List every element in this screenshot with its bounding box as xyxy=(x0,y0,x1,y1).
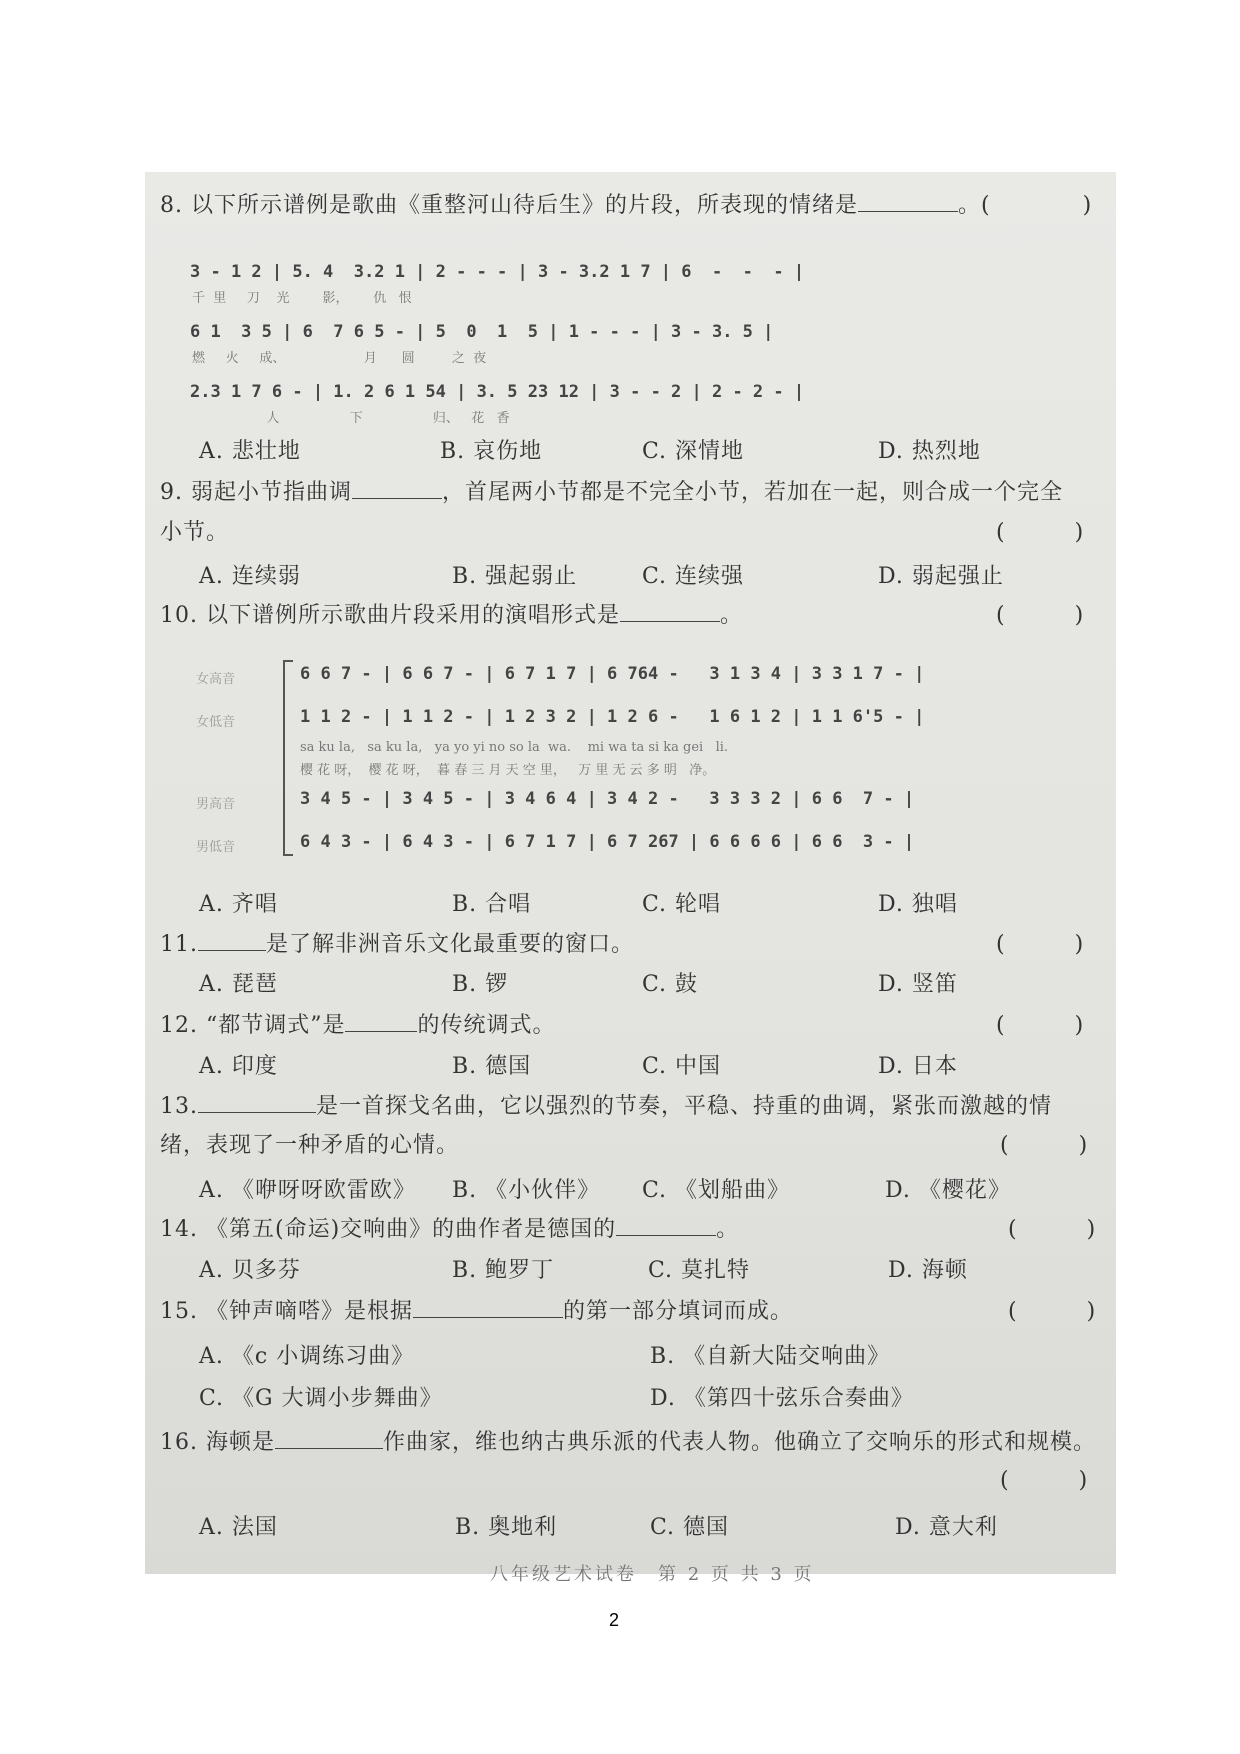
answer-blank xyxy=(198,1094,316,1113)
option-b: B. 合唱 xyxy=(452,892,532,917)
option-a: A. 齐唱 xyxy=(199,892,278,917)
option-a: A. 悲壮地 xyxy=(199,439,301,464)
answer-paren: ( ) xyxy=(996,932,1085,957)
part-notes: 3 4 5 - | 3 4 5 - | 3 4 6 4 | 3 4 2 - 3 3 3 2 | 6 6 7 - | xyxy=(300,789,915,809)
option-c: C. 深情地 xyxy=(642,439,745,464)
question-15 xyxy=(160,1294,793,1325)
answer-paren: ( ) xyxy=(1000,1468,1089,1493)
question-text: 。 xyxy=(716,1217,740,1242)
score-row: 2.3 1 7 6 - | 1. 2 6 1 54 | 3. 5 23 12 | 3 - - 2 | 2 - 2 - | xyxy=(190,382,805,402)
question-text: 是一首探戈名曲，它以强烈的节奏，平稳、持重的曲调，紧张而激越的情 xyxy=(316,1094,1053,1119)
answer-blank xyxy=(858,193,958,212)
score-lyrics: 燃 火 成、 月 圆 之 夜 xyxy=(192,351,487,366)
option-b: B. 锣 xyxy=(452,972,509,997)
question-number: 13. xyxy=(160,1094,198,1119)
option-b: B. 《小伙伴》 xyxy=(452,1178,601,1203)
question-text: 的传统调式。 xyxy=(417,1013,556,1038)
option-a: A. 贝多芬 xyxy=(199,1258,301,1283)
question-11 xyxy=(160,927,634,958)
option-b: B. 奥地利 xyxy=(455,1515,558,1540)
option-a: A. 印度 xyxy=(199,1054,278,1079)
question-12 xyxy=(160,1008,556,1039)
option-b: B. 鲍罗丁 xyxy=(452,1258,555,1283)
option-a: A. 法国 xyxy=(199,1515,278,1540)
option-b: B. 强起弱止 xyxy=(452,564,578,589)
option-a: A. 连续弱 xyxy=(199,564,301,589)
question-text: 12. “都节调式”是 xyxy=(160,1013,346,1038)
part-notes: 6 6 7 - | 6 6 7 - | 6 7 1 7 | 6 764 - 3 1 3 4 | 3 3 1 7 - | xyxy=(300,664,925,684)
option-a: A. 《咿呀呀欧雷欧》 xyxy=(199,1178,416,1203)
option-c: C. 《划船曲》 xyxy=(642,1178,791,1203)
question-text: 的第一部分填词而成。 xyxy=(562,1299,793,1324)
question-13-line2: 绪，表现了一种矛盾的心情。 xyxy=(160,1133,460,1158)
option-c: C. 鼓 xyxy=(642,972,699,997)
option-b: B. 《自新大陆交响曲》 xyxy=(650,1344,891,1369)
choir-bracket xyxy=(283,660,293,856)
option-d: D. 竖笛 xyxy=(878,972,958,997)
option-c: C. 德国 xyxy=(650,1515,730,1540)
question-text: 8. 以下所示谱例是歌曲《重整河山待后生》的片段，所表现的情绪是 xyxy=(160,193,858,218)
question-9 xyxy=(160,475,1063,506)
question-text: 10. 以下谱例所示歌曲片段采用的演唱形式是 xyxy=(160,603,620,628)
question-16 xyxy=(160,1425,1096,1456)
option-c: C. 轮唱 xyxy=(642,892,722,917)
question-text: ，首尾两小节都是不完全小节，若加在一起，则合成一个完全 xyxy=(441,480,1063,505)
answer-paren: ( ) xyxy=(996,520,1085,545)
option-b: B. 德国 xyxy=(452,1054,532,1079)
option-b: B. 哀伤地 xyxy=(440,439,543,464)
option-d: D. 海顿 xyxy=(888,1258,968,1283)
answer-paren: ( ) xyxy=(1008,1299,1097,1324)
question-number: 11. xyxy=(160,932,198,957)
question-text: 9. 弱起小节指曲调 xyxy=(160,480,352,505)
question-8 xyxy=(160,188,1092,219)
page-number: 2 xyxy=(609,1610,620,1630)
question-14 xyxy=(160,1212,739,1243)
part-notes: 1 1 2 - | 1 1 2 - | 1 2 3 2 | 1 2 6 - 1 6 1 2 | 1 1 6'5 - | xyxy=(300,707,925,727)
answer-blank xyxy=(620,603,720,622)
answer-paren: ( ) xyxy=(1008,1217,1097,1242)
part-notes: 6 4 3 - | 6 4 3 - | 6 7 1 7 | 6 7 267 | 6 6 6 6 | 6 6 3 - | xyxy=(300,832,915,852)
answer-paren: ( ) xyxy=(996,1013,1085,1038)
option-d: D. 弱起强止 xyxy=(878,564,1004,589)
answer-blank xyxy=(616,1217,716,1236)
option-d: D. 《第四十弦乐合奏曲》 xyxy=(650,1386,914,1411)
option-a: A. 琵琶 xyxy=(199,972,278,997)
score-lyrics: 人 下 归、 花 香 xyxy=(192,411,510,426)
answer-paren: ( ) xyxy=(1000,1133,1089,1158)
question-text: 作曲家，维也纳古典乐派的代表人物。他确立了交响乐的形式和规模。 xyxy=(382,1430,1096,1455)
option-d: D. 热烈地 xyxy=(878,439,981,464)
exam-footer: 八年级艺术试卷 第 2 页 共 3 页 xyxy=(490,1564,815,1585)
option-c: C. 《G 大调小步舞曲》 xyxy=(199,1386,443,1411)
option-c: C. 中国 xyxy=(642,1054,722,1079)
option-a: A. 《c 小调练习曲》 xyxy=(199,1344,415,1369)
answer-paren: 。( ) xyxy=(958,193,1093,218)
question-text: 16. 海顿是 xyxy=(160,1430,275,1455)
question-text: 14. 《第五(命运)交响曲》的曲作者是德国的 xyxy=(160,1217,617,1242)
answer-blank xyxy=(413,1299,563,1318)
option-c: C. 莫扎特 xyxy=(648,1258,751,1283)
question-10 xyxy=(160,598,743,629)
option-d: D. 独唱 xyxy=(878,892,958,917)
option-d: D. 《樱花》 xyxy=(885,1178,1011,1203)
question-text: 是了解非洲音乐文化最重要的窗口。 xyxy=(266,932,635,957)
score-row: 6 1 3 5 | 6 7 6 5 - | 5 0 1 5 | 1 - - - | 3 - 3. 5 | xyxy=(190,322,774,342)
part-label: 男高音 xyxy=(196,797,236,812)
answer-blank xyxy=(198,932,266,951)
part-label: 女低音 xyxy=(196,715,236,730)
option-c: C. 连续强 xyxy=(642,564,745,589)
answer-blank xyxy=(352,480,442,499)
question-text: 15. 《钟声嘀嗒》是根据 xyxy=(160,1299,413,1324)
question-9-line2: 小节。 xyxy=(160,520,230,545)
option-d: D. 日本 xyxy=(878,1054,958,1079)
part-label: 女高音 xyxy=(196,672,236,687)
answer-blank xyxy=(275,1430,383,1449)
score-row: 3 - 1 2 | 5. 4 3.2 1 | 2 - - - | 3 - 3.2 1 7 | 6 - - - | xyxy=(190,262,805,282)
score-lyrics: 千 里 刀 光 影， 仇 恨 xyxy=(192,291,412,306)
answer-blank xyxy=(345,1013,417,1032)
question-13 xyxy=(160,1089,1052,1120)
lyrics-roman: sa ku la, sa ku la, ya yo yi no so la wa. mi wa ta si ka gei li. xyxy=(300,740,729,755)
option-d: D. 意大利 xyxy=(895,1515,998,1540)
question-text: 。 xyxy=(719,603,743,628)
answer-paren: ( ) xyxy=(996,603,1085,628)
lyrics-chinese: 樱 花 呀， 樱 花 呀， 暮 春 三 月 天 空 里， 万 里 无 云 多 明 净。 xyxy=(300,763,716,778)
part-label: 男低音 xyxy=(196,840,236,855)
